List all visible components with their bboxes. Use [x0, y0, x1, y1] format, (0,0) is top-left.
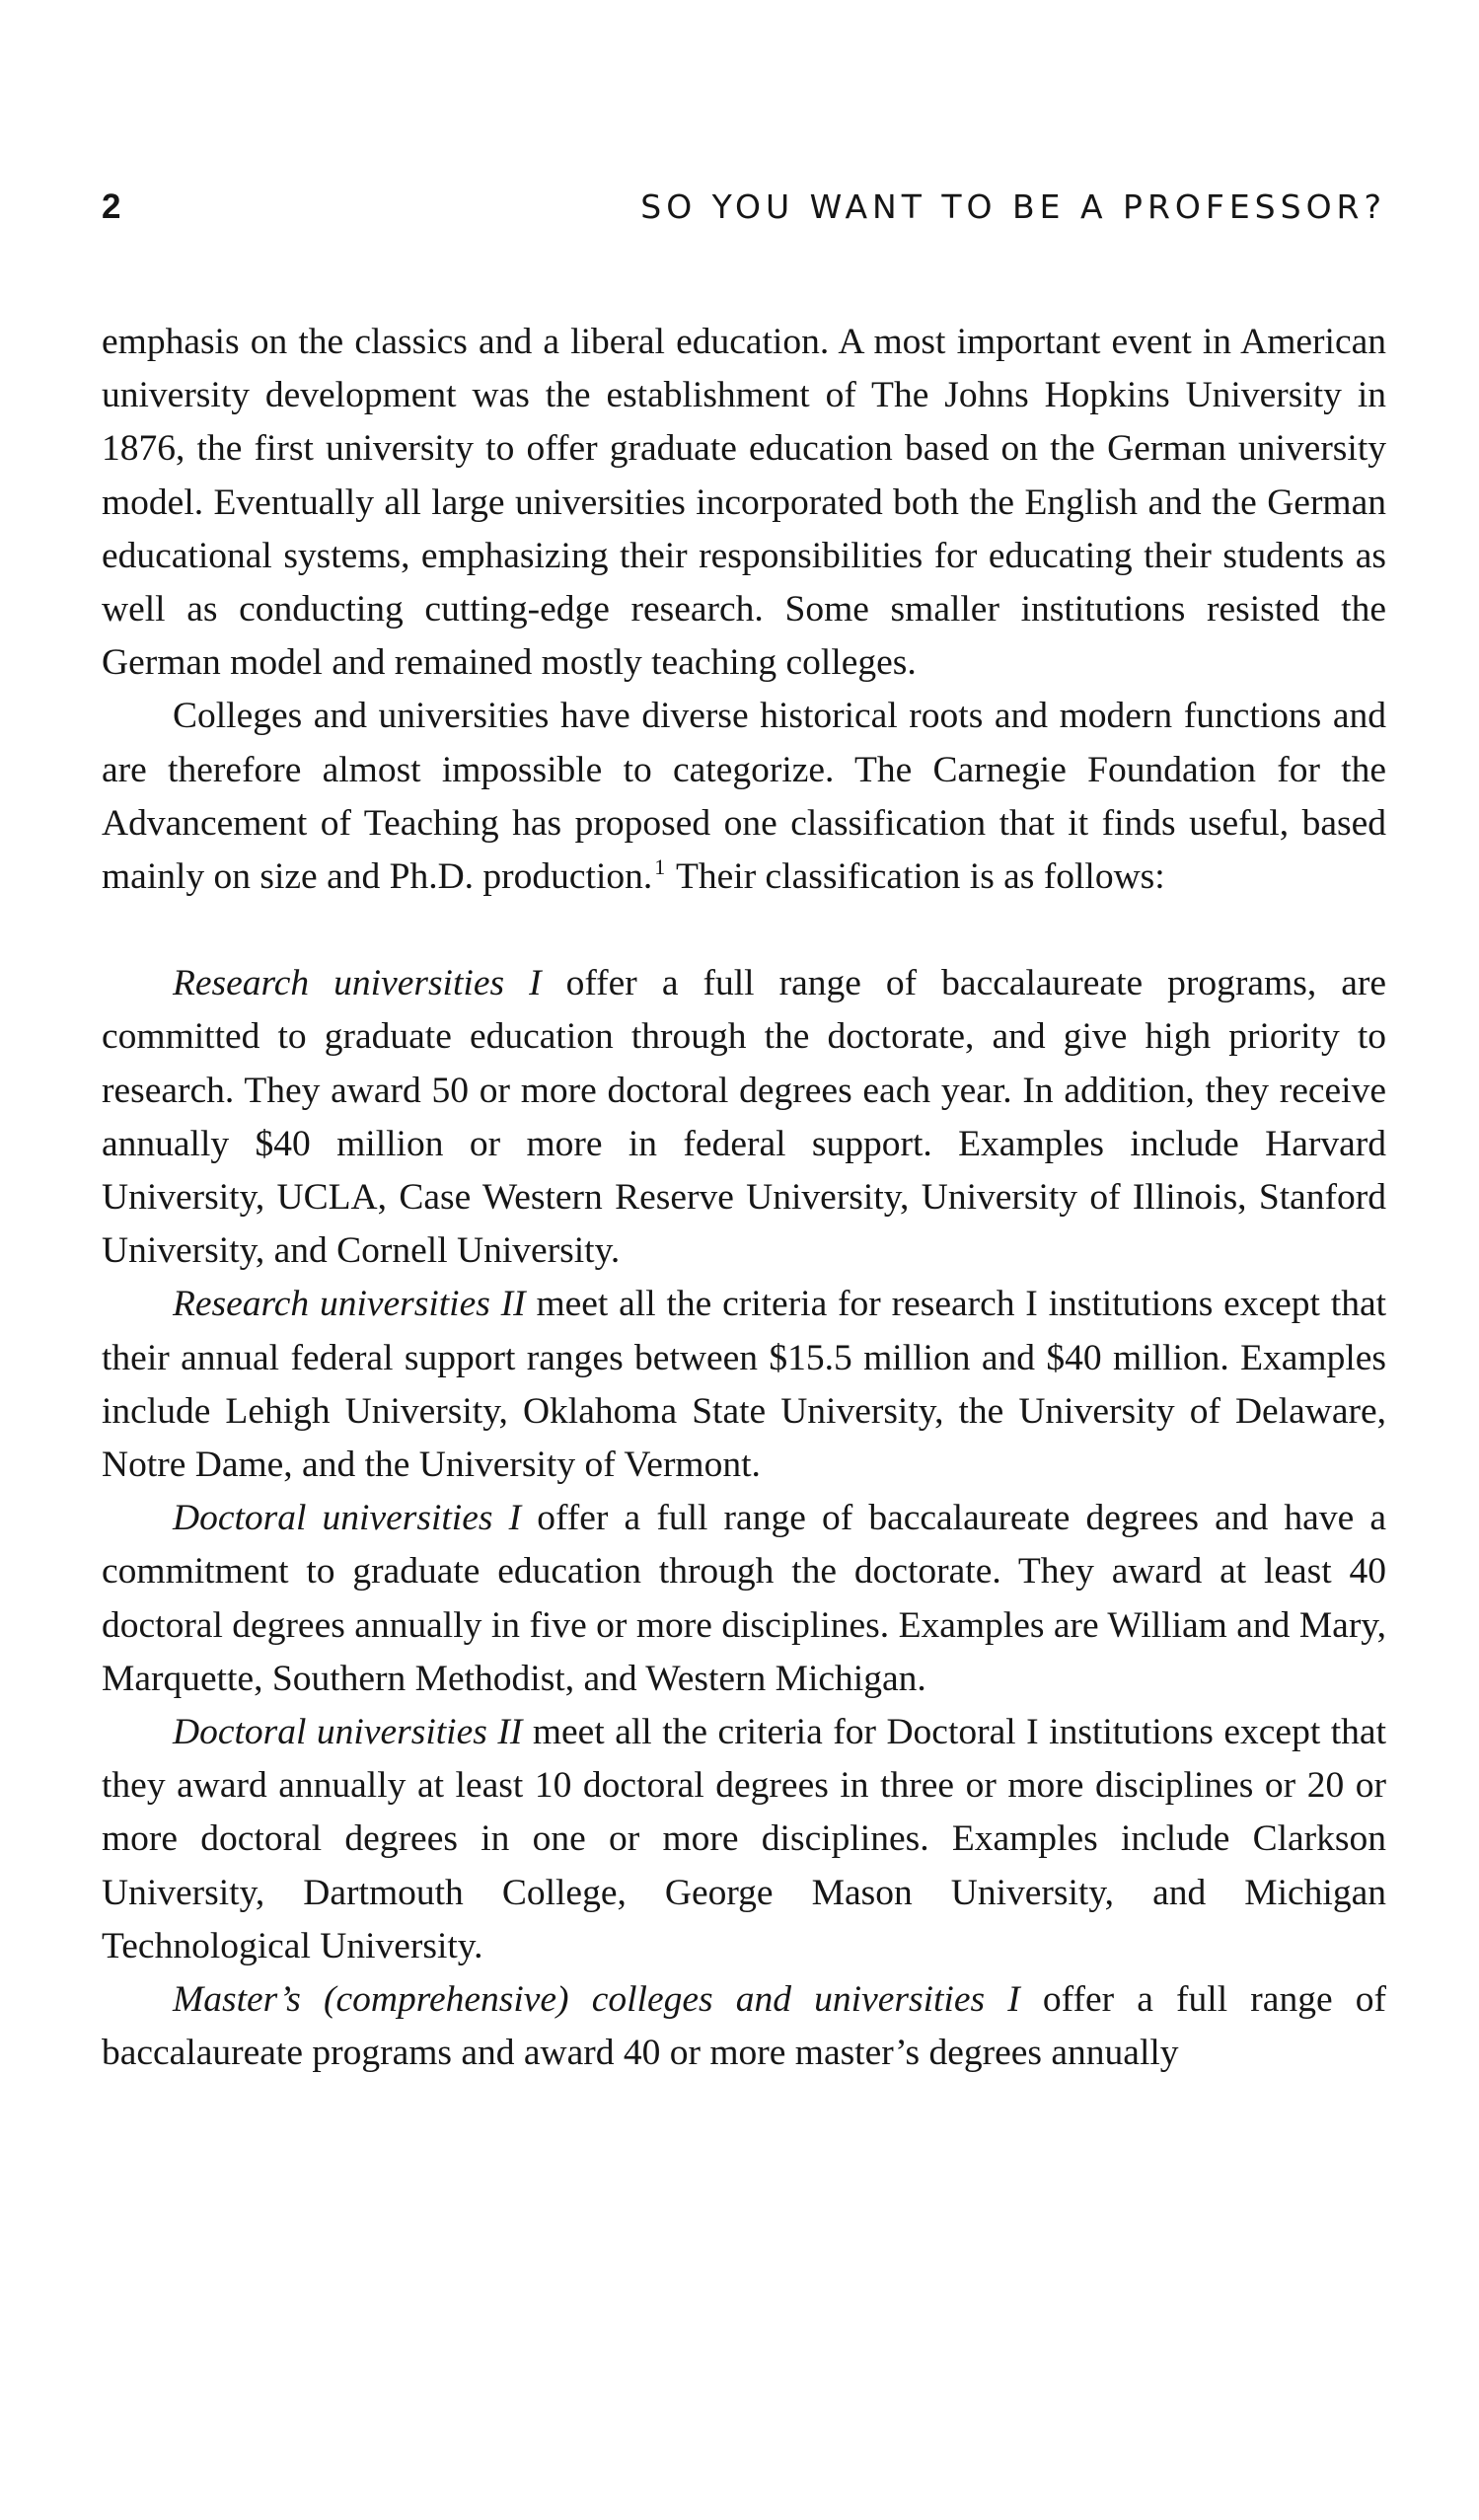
paragraph-text: Colleges and universities have diverse historical roots and modern functions and are therefore almost impossible to categorize. The Carnegie Foundation for the Advancement of Teaching has proposed one classification that it finds useful, based mainly on size and Ph.D. production.	[102, 696, 1386, 898]
page-header	[102, 187, 1386, 237]
page-number: 2	[102, 187, 121, 226]
classification-entry	[102, 1973, 1386, 2080]
section-spacer	[102, 904, 1386, 957]
classification-description: offer a full range of baccalaureate programs and award 40 or more master’s degrees annually	[102, 1979, 1386, 2074]
classification-term: Research universities I	[173, 963, 542, 1004]
classification-description: offer a full range of baccalaureate degrees and have a commitment to graduate education through the doctorate. They award at least 40 doctoral degrees annually in five or more disciplines. Examples are William and Mary, Marquette, Southern Methodist, and Western Michigan.	[102, 1498, 1386, 1699]
classification-term: Research universities II	[173, 1284, 526, 1325]
paragraph	[102, 316, 1386, 690]
running-head: SO YOU WANT TO BE A PROFESSOR?	[640, 187, 1386, 226]
body-text	[102, 316, 1386, 2081]
classification-description: offer a full range of baccalaureate programs, are committed to graduate education through the doctorate, and give high priority to research. They award 50 or more doctoral degrees each year. In addition, they receive annually $40 million or more in federal support. Examples include Harvard University, UCLA, Case Western Reserve University, University of Illinois, Stanford University, and Cornell University.	[102, 963, 1386, 1272]
classification-entry	[102, 1706, 1386, 1973]
classification-entry	[102, 1278, 1386, 1492]
paragraph-text: emphasis on the classics and a liberal education. A most important event in American university development was the establishment of The Johns Hopkins University in 1876, the first university to offer graduate education based on the German university model. Eventually all large universities incorporated both the English and the German educational systems, emphasizing their responsibilities for educating their students as well as conducting cutting-edge research. Some smaller institutions resisted the German model and remained mostly teaching colleges.	[102, 322, 1386, 684]
paragraph-text: Their classification is as follows:	[675, 856, 1165, 898]
classification-entry	[102, 1492, 1386, 1706]
classification-description: meet all the criteria for Doctoral I institutions except that they award annually at least 10 doctoral degrees in three or more disciplines or 20 or more doctoral degrees in one or more disciplines. Examples include Clarkson University, Dartmouth College, George Mason University, and Michigan Technological University.	[102, 1712, 1386, 1966]
classification-term: Master’s (comprehensive) colleges and universities I	[173, 1979, 1020, 2021]
footnote-reference[interactable]: 1	[654, 854, 666, 880]
classification-term: Doctoral universities I	[173, 1498, 522, 1539]
paragraph	[102, 690, 1386, 904]
classification-term: Doctoral universities II	[173, 1712, 523, 1753]
classification-entry	[102, 957, 1386, 1278]
classification-description: meet all the criteria for research I institutions except that their annual federal support ranges between $15.5 million and $40 million. Examples include Lehigh University, Oklahoma State University, the University of Delaware, Notre Dame, and the University of Vermont.	[102, 1284, 1387, 1486]
